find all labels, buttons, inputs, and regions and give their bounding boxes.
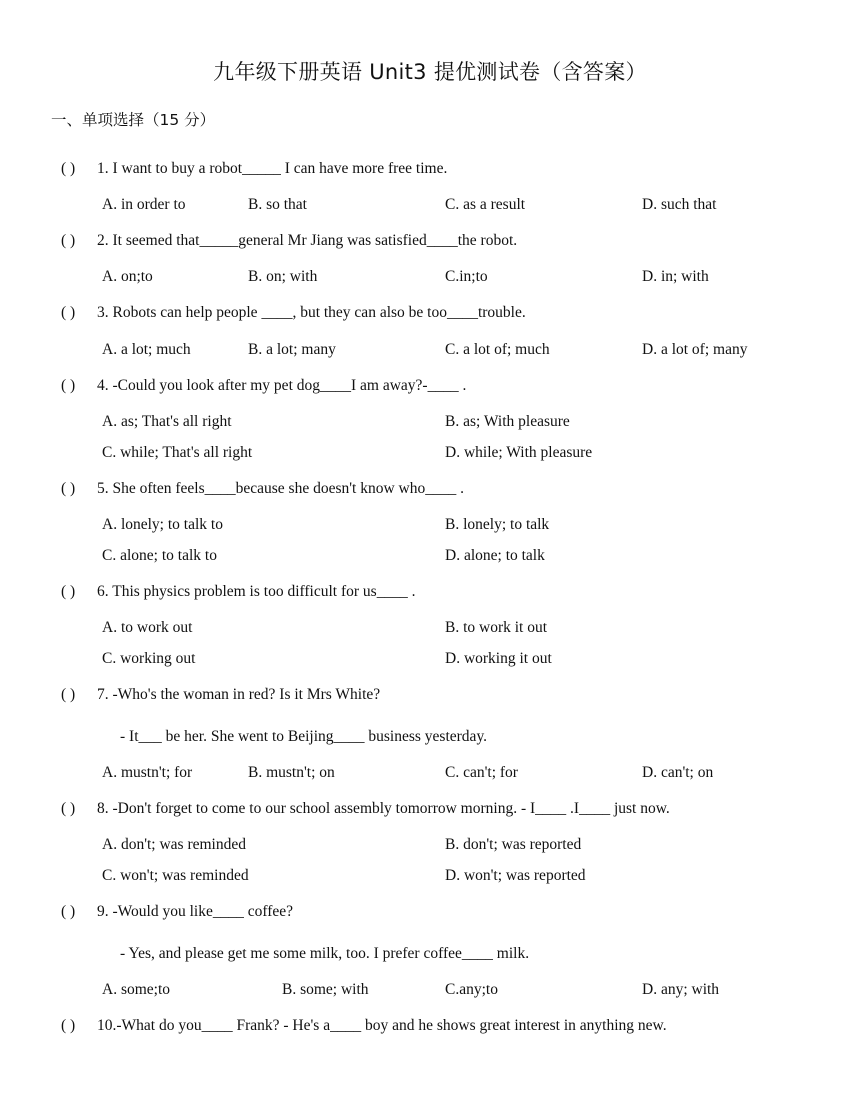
option-b: B. mustn't; on	[248, 764, 335, 781]
option-a: A. as; That's all right	[102, 413, 232, 430]
option-a: A. a lot; much	[102, 341, 191, 358]
question-text: 10.-What do you____ Frank? - He's a____ boy and he shows great interest in anything new.	[97, 1017, 667, 1034]
question-text: 8. -Don't forget to come to our school assembly tomorrow morning. - I____ .I____ just now.	[97, 800, 670, 817]
page-title: 九年级下册英语 Unit3 提优测试卷（含答案）	[213, 60, 647, 84]
option-a: A. some;to	[102, 981, 171, 998]
answer-bracket[interactable]: ( )	[61, 1017, 76, 1034]
option-a: A. to work out	[102, 619, 193, 636]
option-c: C. a lot of; much	[445, 341, 550, 358]
answer-bracket[interactable]: ( )	[61, 686, 76, 703]
option-a: A. lonely; to talk to	[102, 516, 223, 533]
answer-bracket[interactable]: ( )	[61, 377, 76, 394]
option-c: C. as a result	[445, 196, 526, 213]
question-text: 3. Robots can help people ____, but they can also be too____trouble.	[97, 304, 526, 321]
answer-bracket[interactable]: ( )	[61, 480, 76, 497]
option-b: B. lonely; to talk	[445, 516, 550, 533]
option-b: B. a lot; many	[248, 341, 336, 358]
answer-bracket[interactable]: ( )	[61, 160, 76, 177]
answer-bracket[interactable]: ( )	[61, 903, 76, 920]
option-d: D. while; With pleasure	[445, 444, 593, 461]
answer-bracket[interactable]: ( )	[61, 304, 76, 321]
question-text: 4. -Could you look after my pet dog____I am away?-____ .	[97, 377, 467, 394]
question-text: 9. -Would you like____ coffee?	[97, 903, 294, 920]
option-a: A. mustn't; for	[102, 764, 193, 781]
option-c: C.in;to	[445, 268, 488, 285]
option-d: D. a lot of; many	[642, 341, 748, 358]
option-a: A. don't; was reminded	[102, 836, 246, 853]
question-text: 5. She often feels____because she doesn't know who____ .	[97, 480, 464, 497]
answer-bracket[interactable]: ( )	[61, 232, 76, 249]
option-c: C. while; That's all right	[102, 444, 253, 461]
answer-bracket[interactable]: ( )	[61, 800, 76, 817]
option-b: B. some; with	[282, 981, 369, 998]
answer-bracket[interactable]: ( )	[61, 583, 76, 600]
option-d: D. any; with	[642, 981, 720, 998]
option-d: D. can't; on	[642, 764, 714, 781]
option-a: A. on;to	[102, 268, 153, 285]
section-heading: 一、单项选择（15 分）	[51, 111, 216, 129]
question-text: 2. It seemed that_____general Mr Jiang was satisfied____the robot.	[97, 232, 518, 249]
option-b: B. on; with	[248, 268, 318, 285]
option-d: D. such that	[642, 196, 717, 213]
option-c: C. can't; for	[445, 764, 518, 781]
reply-text: - It___ be her. She went to Beijing____ business yesterday.	[120, 728, 488, 745]
option-b: B. to work it out	[445, 619, 548, 636]
option-c: C.any;to	[445, 981, 498, 998]
option-d: D. alone; to talk	[445, 547, 545, 564]
question-text: 1. I want to buy a robot_____ I can have more free time.	[97, 160, 448, 177]
option-c: C. alone; to talk to	[102, 547, 217, 564]
question-text: 7. -Who's the woman in red? Is it Mrs White?	[97, 686, 381, 703]
option-d: D. working it out	[445, 650, 552, 667]
option-b: B. don't; was reported	[445, 836, 582, 853]
reply-text: - Yes, and please get me some milk, too. I prefer coffee____ milk.	[120, 945, 530, 962]
option-c: C. working out	[102, 650, 196, 667]
option-d: D. in; with	[642, 268, 709, 285]
option-b: B. as; With pleasure	[445, 413, 570, 430]
option-a: A. in order to	[102, 196, 186, 213]
option-c: C. won't; was reminded	[102, 867, 249, 884]
option-b: B. so that	[248, 196, 307, 213]
question-text: 6. This physics problem is too difficult for us____ .	[97, 583, 416, 600]
option-d: D. won't; was reported	[445, 867, 586, 884]
